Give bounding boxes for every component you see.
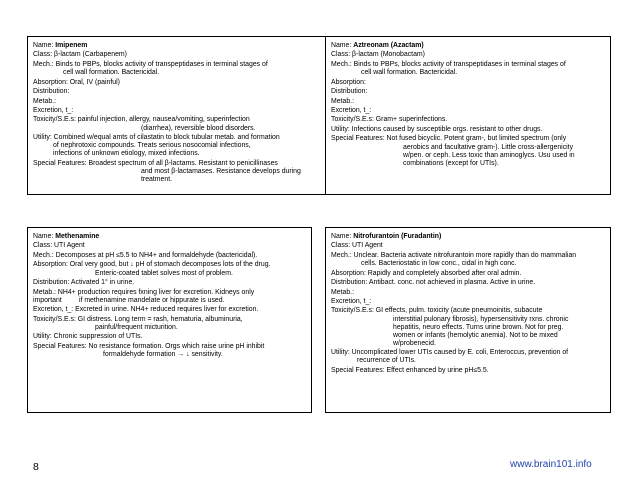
site-link[interactable]: www.brain101.info: [510, 459, 592, 470]
drug-name: Name: Nitrofurantoin (Furadantin): [331, 233, 442, 240]
drug-mechanism: Mech.: Binds to PBPs, blocks activity of transpeptidases in terminal stages of cell wall formation. Bactericidal.: [331, 60, 566, 77]
drug-card-imipenem: [27, 36, 335, 195]
drug-class: Class: β-lactam (Monobactam): [331, 51, 425, 59]
drug-special-features: Special Features: No resistance formation. Orgs which raise urine pH inhibit formaldehyde formation → ↓ sensitivity.: [33, 342, 265, 358]
drug-utility: Utility: Chronic suppression of UTIs.: [33, 333, 143, 341]
drug-absorption: Absorption: Rapidly and completely absorbed after oral admin.: [331, 269, 522, 277]
drug-card-methenamine: [27, 227, 312, 413]
drug-distribution: Distribution: Antibact. conc. not achieved in plasma. Active in urine.: [331, 279, 536, 287]
drug-mechanism: Mech.: Decomposes at pH ≤5.5 to NH4+ and formaldehyde (bactericidal).: [33, 251, 258, 259]
drug-name-value: Imipenem: [55, 42, 88, 49]
drug-card-nitrofurantoin: [325, 227, 611, 413]
drug-excretion: Excretion, t_: Excreted in urine. NH4+ reduced requires liver for excretion.: [33, 306, 259, 314]
drug-name-value: Methenamine: [55, 233, 100, 240]
drug-toxicity: Toxicity/S.E.s: GI distress. Long term = rash, hematuria, albuminuria, painful/frequent micturition.: [33, 315, 243, 331]
drug-card-aztreonam: [325, 36, 611, 195]
drug-toxicity: Toxicity/S.E.s: Gram+ superinfections.: [331, 116, 448, 124]
drug-name-value: Nitrofurantoin (Furadantin): [353, 233, 442, 240]
drug-metabolism: Metab.:: [331, 288, 354, 296]
drug-metabolism: Metab.:: [331, 97, 354, 105]
drug-name: Name: Aztreonam (Azactam): [331, 42, 424, 49]
drug-distribution: Distribution:: [33, 88, 70, 96]
drug-class: Class: β-lactam (Carbapenem): [33, 51, 127, 59]
drug-special-features: Special Features: Broadest spectrum of all β-lactams. Resistant to penicillinases and most β-lactamases. Resistance develops during treatment.: [33, 159, 301, 183]
drug-metabolism: Metab.:: [33, 97, 56, 105]
drug-class: Class: UTI Agent: [33, 242, 85, 250]
drug-absorption: Absorption: Oral very good, but ↓ pH of stomach decomposes lots of the drug. Enteric-coated tablet solves most of problem.: [33, 261, 271, 277]
drug-mechanism: Mech.: Binds to PBPs, blocks activity of transpeptidases in terminal stages of cell wall formation. Bactericidal.: [33, 60, 268, 77]
drug-excretion: Excretion, t_:: [331, 107, 372, 114]
drug-distribution: Distribution: Activated 1° in urine.: [33, 279, 135, 287]
drug-metabolism: Metab.: NH4+ production requires fxning liver for excretion. Kidneys only important if methenamine mandelate or hippurate is used.: [33, 288, 255, 304]
drug-special-features: Special Features: Effect enhanced by urine pH≤5.5.: [331, 366, 489, 374]
drug-name: Name: Imipenem: [33, 42, 88, 49]
drug-mechanism: Mech.: Unclear. Bacteria activate nitrofurantoin more rapidly than do mammalian cells. Bacteriostatic in low conc., cidal in high conc.: [331, 251, 577, 268]
drug-absorption: Absorption:: [331, 78, 366, 86]
drug-special-features: Special Features: Not fused bicyclic. Potent gram-, but limited spectrum (only aerobics and facultative gram-). Little cross-allergenicity w/pen. or ceph. Less toxic than aminoglycs. Usu used in combinations (except for UTIs).: [331, 135, 575, 167]
drug-class: Class: UTI Agent: [331, 242, 383, 250]
drug-toxicity: Toxicity/S.E.s: GI effects, pulm. toxicity (acute pneumoinitis, subacute interstitial pulonary fibrosis), hypersensitivity rxns. chronic hepatitis, neuro effects. Turns urine brown. Not for preg. women or infants (hemolytic anemia). Not to be mixed w/probenecid.: [331, 307, 569, 347]
page-number: 8: [33, 461, 39, 473]
drug-excretion: Excretion, t_:: [331, 298, 372, 305]
drug-distribution: Distribution:: [331, 88, 368, 96]
drug-name-value: Aztreonam (Azactam): [353, 42, 424, 49]
drug-excretion: Excretion, t_:: [33, 107, 74, 114]
drug-name: Name: Methenamine: [33, 233, 100, 240]
drug-utility: Utility: Combined w/equal amts of cilastatin to block tubular metab. and formation of nephrotoxic compounds. Treats serious nosocomial infections, infections of unknown etiology, mixed infections.: [33, 134, 280, 158]
drug-absorption: Absorption: Oral, IV (painful): [33, 78, 120, 86]
drug-toxicity: Toxicity/S.E.s: painful injection, allergy, nausea/vomiting, superinfection (diarrhea), reversible blood disorders.: [33, 116, 256, 132]
drug-utility: Utility: Infections caused by susceptible orgs. resistant to other drugs.: [331, 125, 543, 133]
drug-utility: Utility: Uncomplicated lower UTIs caused by E. coli, Enteroccus, prevention of recurrence of UTIs.: [331, 349, 569, 365]
